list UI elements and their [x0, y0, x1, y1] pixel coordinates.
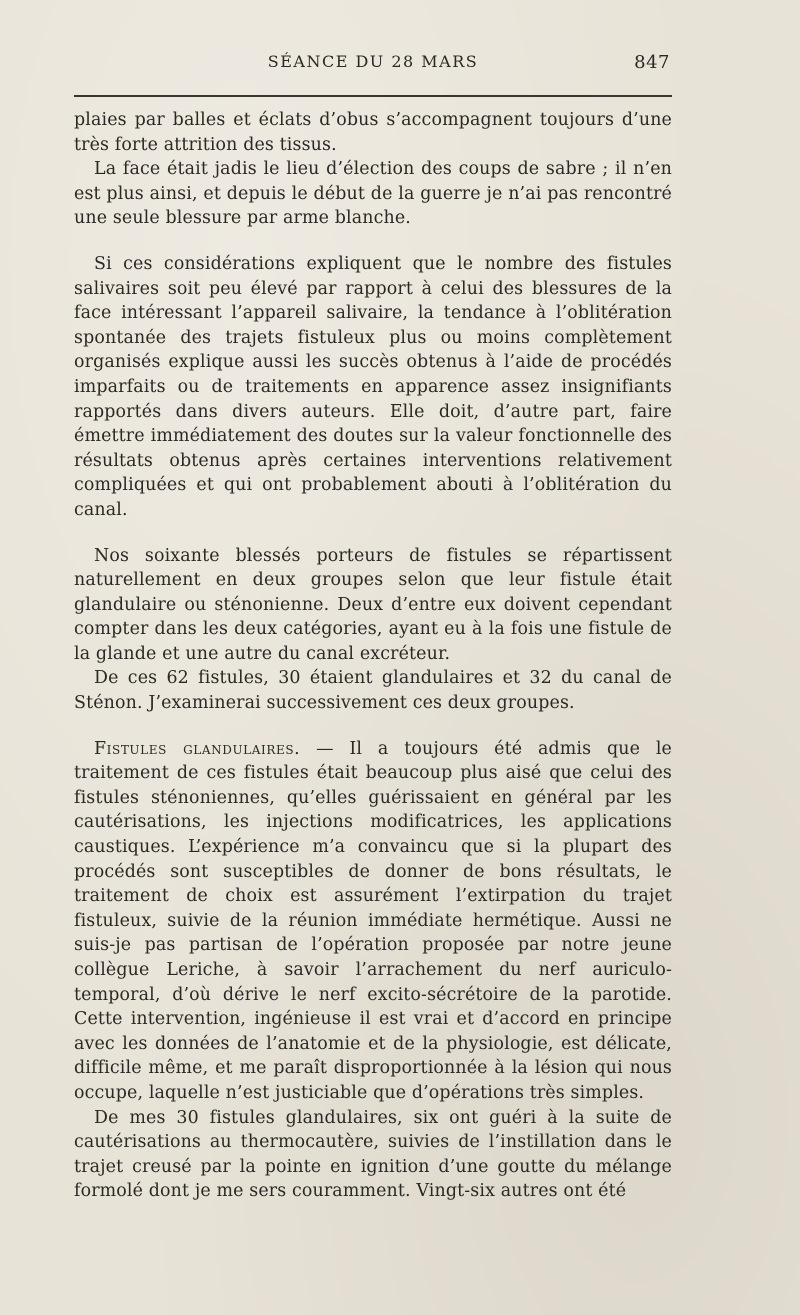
page-number: 847 [634, 52, 670, 73]
page-header [74, 50, 672, 80]
paragraph-7: De mes 30 fistules glandulaires, six ont guéri à la suite de cautérisations au thermocautère, suivies de l’instillation dans le trajet creusé par la pointe en ignition d’une goutte du mélange formolé dont je me sers couramment. Vingt-six autres ont été [74, 1107, 672, 1202]
paragraph-6 [74, 737, 672, 1106]
section-heading: Fistules glandulaires. [94, 738, 301, 759]
body-text [74, 108, 672, 1204]
paragraph-5: De ces 62 fistules, 30 étaient glandulaires et 32 du canal de Sténon. J’examinerai successivement ces deux groupes. [74, 668, 672, 714]
paragraph-6-text: — Il a toujours été admis que le traitement de ces fistules était beaucoup plus aisé que celui des fistules sténoniennes, qu’elles guérissaient en général par les cautérisations, les injections modificatrices, les applications caustiques. L’expérience m’a convaincu que si la plupart des procédés sont susceptibles de donner de bons résultats, le traitement de choix est assurément l’extirpation du trajet fistuleux, suivie de la réunion immédiate hermétique. Aussi ne suis-je pas partisan de l’opération proposée par notre jeune collègue Leriche, à savoir l’arrachement du nerf auriculo-temporal, d’où dérive le nerf excito-sécrétoire de la parotide. Cette intervention, ingénieuse il est vrai et d’accord en principe avec les données de l’anatomie et de la physiologie, est délicate, difficile même, et me paraît disproportionnée à la lésion qui nous occupe, laquelle n’est justiciable que d’opérations très simples. [74, 738, 672, 1103]
running-title: SÉANCE DU 28 MARS [267, 52, 479, 71]
paragraph-2: La face était jadis le lieu d’élection des coups de sabre ; il n’en est plus ainsi, et depuis le début de la guerre je n’ai pas rencontré une seule blessure par arme blanche. [74, 159, 672, 229]
paragraph-4: Nos soixante blessés porteurs de fistules se répartissent naturellement en deux groupes selon que leur fistule était glandulaire ou sténonienne. Deux d’entre eux doivent cependant compter dans les deux catégories, ayant eu à la fois une fistule de la glande et une autre du canal excréteur. [74, 545, 672, 664]
paragraph-3: Si ces considérations expliquent que le nombre des fistules salivaires soit peu élevé par rapport à celui des blessures de la face intéressant l’appareil salivaire, la tendance à l’oblitération spontanée des trajets fistuleux plus ou moins complètement organisés explique aussi les succès obtenus à l’aide de procédés imparfaits ou de traitements en apparence assez insignifiants rapportés dans divers auteurs. Elle doit, d’autre part, faire émettre immédiatement des doutes sur la valeur fonctionnelle des résultats obtenus après certaines interventions relativement compliquées et qui ont probablement abouti à l’oblitération du canal. [74, 253, 672, 520]
header-rule [74, 95, 672, 97]
paragraph-1: plaies par balles et éclats d’obus s’accompagnent toujours d’une très forte attrition des tissus. [74, 110, 672, 155]
